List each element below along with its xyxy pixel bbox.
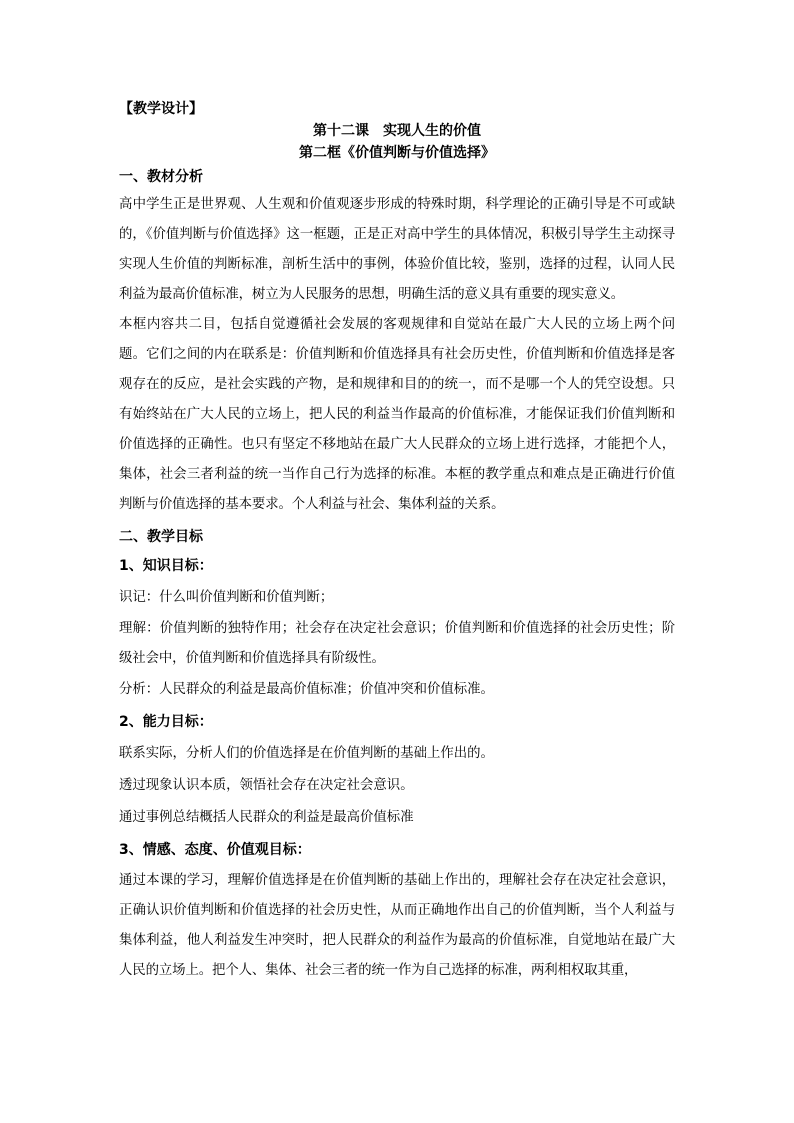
knowledge-item-understand: 理解：价值判断的独特作用；社会存在决定社会意识；价值判断和价值选择的社会历史性；阶级社会中，价值判断和价值选择具有阶级性。: [119, 621, 675, 666]
emotion-paragraph: 通过本课的学习，理解价值选择是在价值判断的基础上作出的，理解社会存在决定社会意识，正确认识价值判断和价值选择的社会历史性，从而正确地作出自己的价值判断，当个人利益与集体利益，他人利益发生冲突时，把人民群众的利益作为最高的价值标准，自觉地站在最广大人民的立场上。把个人、集体、社会三者的统一作为自己选择的标准，两利相权取其重，: [119, 873, 675, 978]
knowledge-item-memorize: 识记：什么叫价值判断和价值判断；: [119, 590, 334, 605]
analysis-paragraph-1: 高中学生正是世界观、人生观和价值观逐步形成的特殊时期，科学理论的正确引导是不可或缺的，《价值判断与价值选择》这一框题，正是正对高中学生的具体情况，积极引导学生主动探寻实现人生价值的判断标准，剖析生活中的事例，体验价值比较，鉴别，选择的过程，认同人民利益为最高价值标准，树立为人民服务的思想，明确生活的意义具有重要的现实意义。: [119, 197, 675, 302]
heading-emotion-goals: 3、情感、态度、价值观目标：: [119, 842, 311, 858]
heading-textbook-analysis: 一、教材分析: [119, 169, 203, 185]
ability-item-3: 通过事例总结概括人民群众的利益是最高价值标准: [119, 810, 414, 825]
lesson-title: 第十二课 实现人生的价值: [313, 123, 481, 139]
document-tag: 【教学设计】: [119, 101, 203, 117]
ability-item-2: 透过现象认识本质，领悟社会存在决定社会意识。: [119, 778, 414, 793]
heading-knowledge-goals: 1、知识目标：: [119, 558, 213, 574]
knowledge-item-analyze: 分析：人民群众的利益是最高价值标准；价值冲突和价值标准。: [119, 682, 494, 697]
heading-teaching-goals: 二、教学目标: [119, 529, 203, 545]
analysis-paragraph-2: 本框内容共二目，包括自觉遵循社会发展的客观规律和自觉站在最广大人民的立场上两个问题。它们之间的内在联系是：价值判断和价值选择具有社会历史性，价值判断和价值选择是客观存在的反应，是社会实践的产物，是和规律和目的的统一，而不是哪一个人的凭空设想。只有始终站在广大人民的立场上，把人民的利益当作最高的价值标准，才能保证我们价值判断和价值选择的正确性。也只有坚定不移地站在最广大人民群众的立场上进行选择，才能把个人，集体，社会三者利益的统一当作自己行为选择的标准。本框的教学重点和难点是正确进行价值判断与价值选择的基本要求。个人利益与社会、集体利益的关系。: [119, 317, 675, 512]
section-subtitle: 第二框《价值判断与价值选择》: [299, 145, 495, 161]
ability-item-1: 联系实际，分析人们的价值选择是在价值判断的基础上作出的。: [119, 746, 494, 761]
heading-ability-goals: 2、能力目标：: [119, 714, 213, 730]
document-page: [119, 98, 675, 986]
